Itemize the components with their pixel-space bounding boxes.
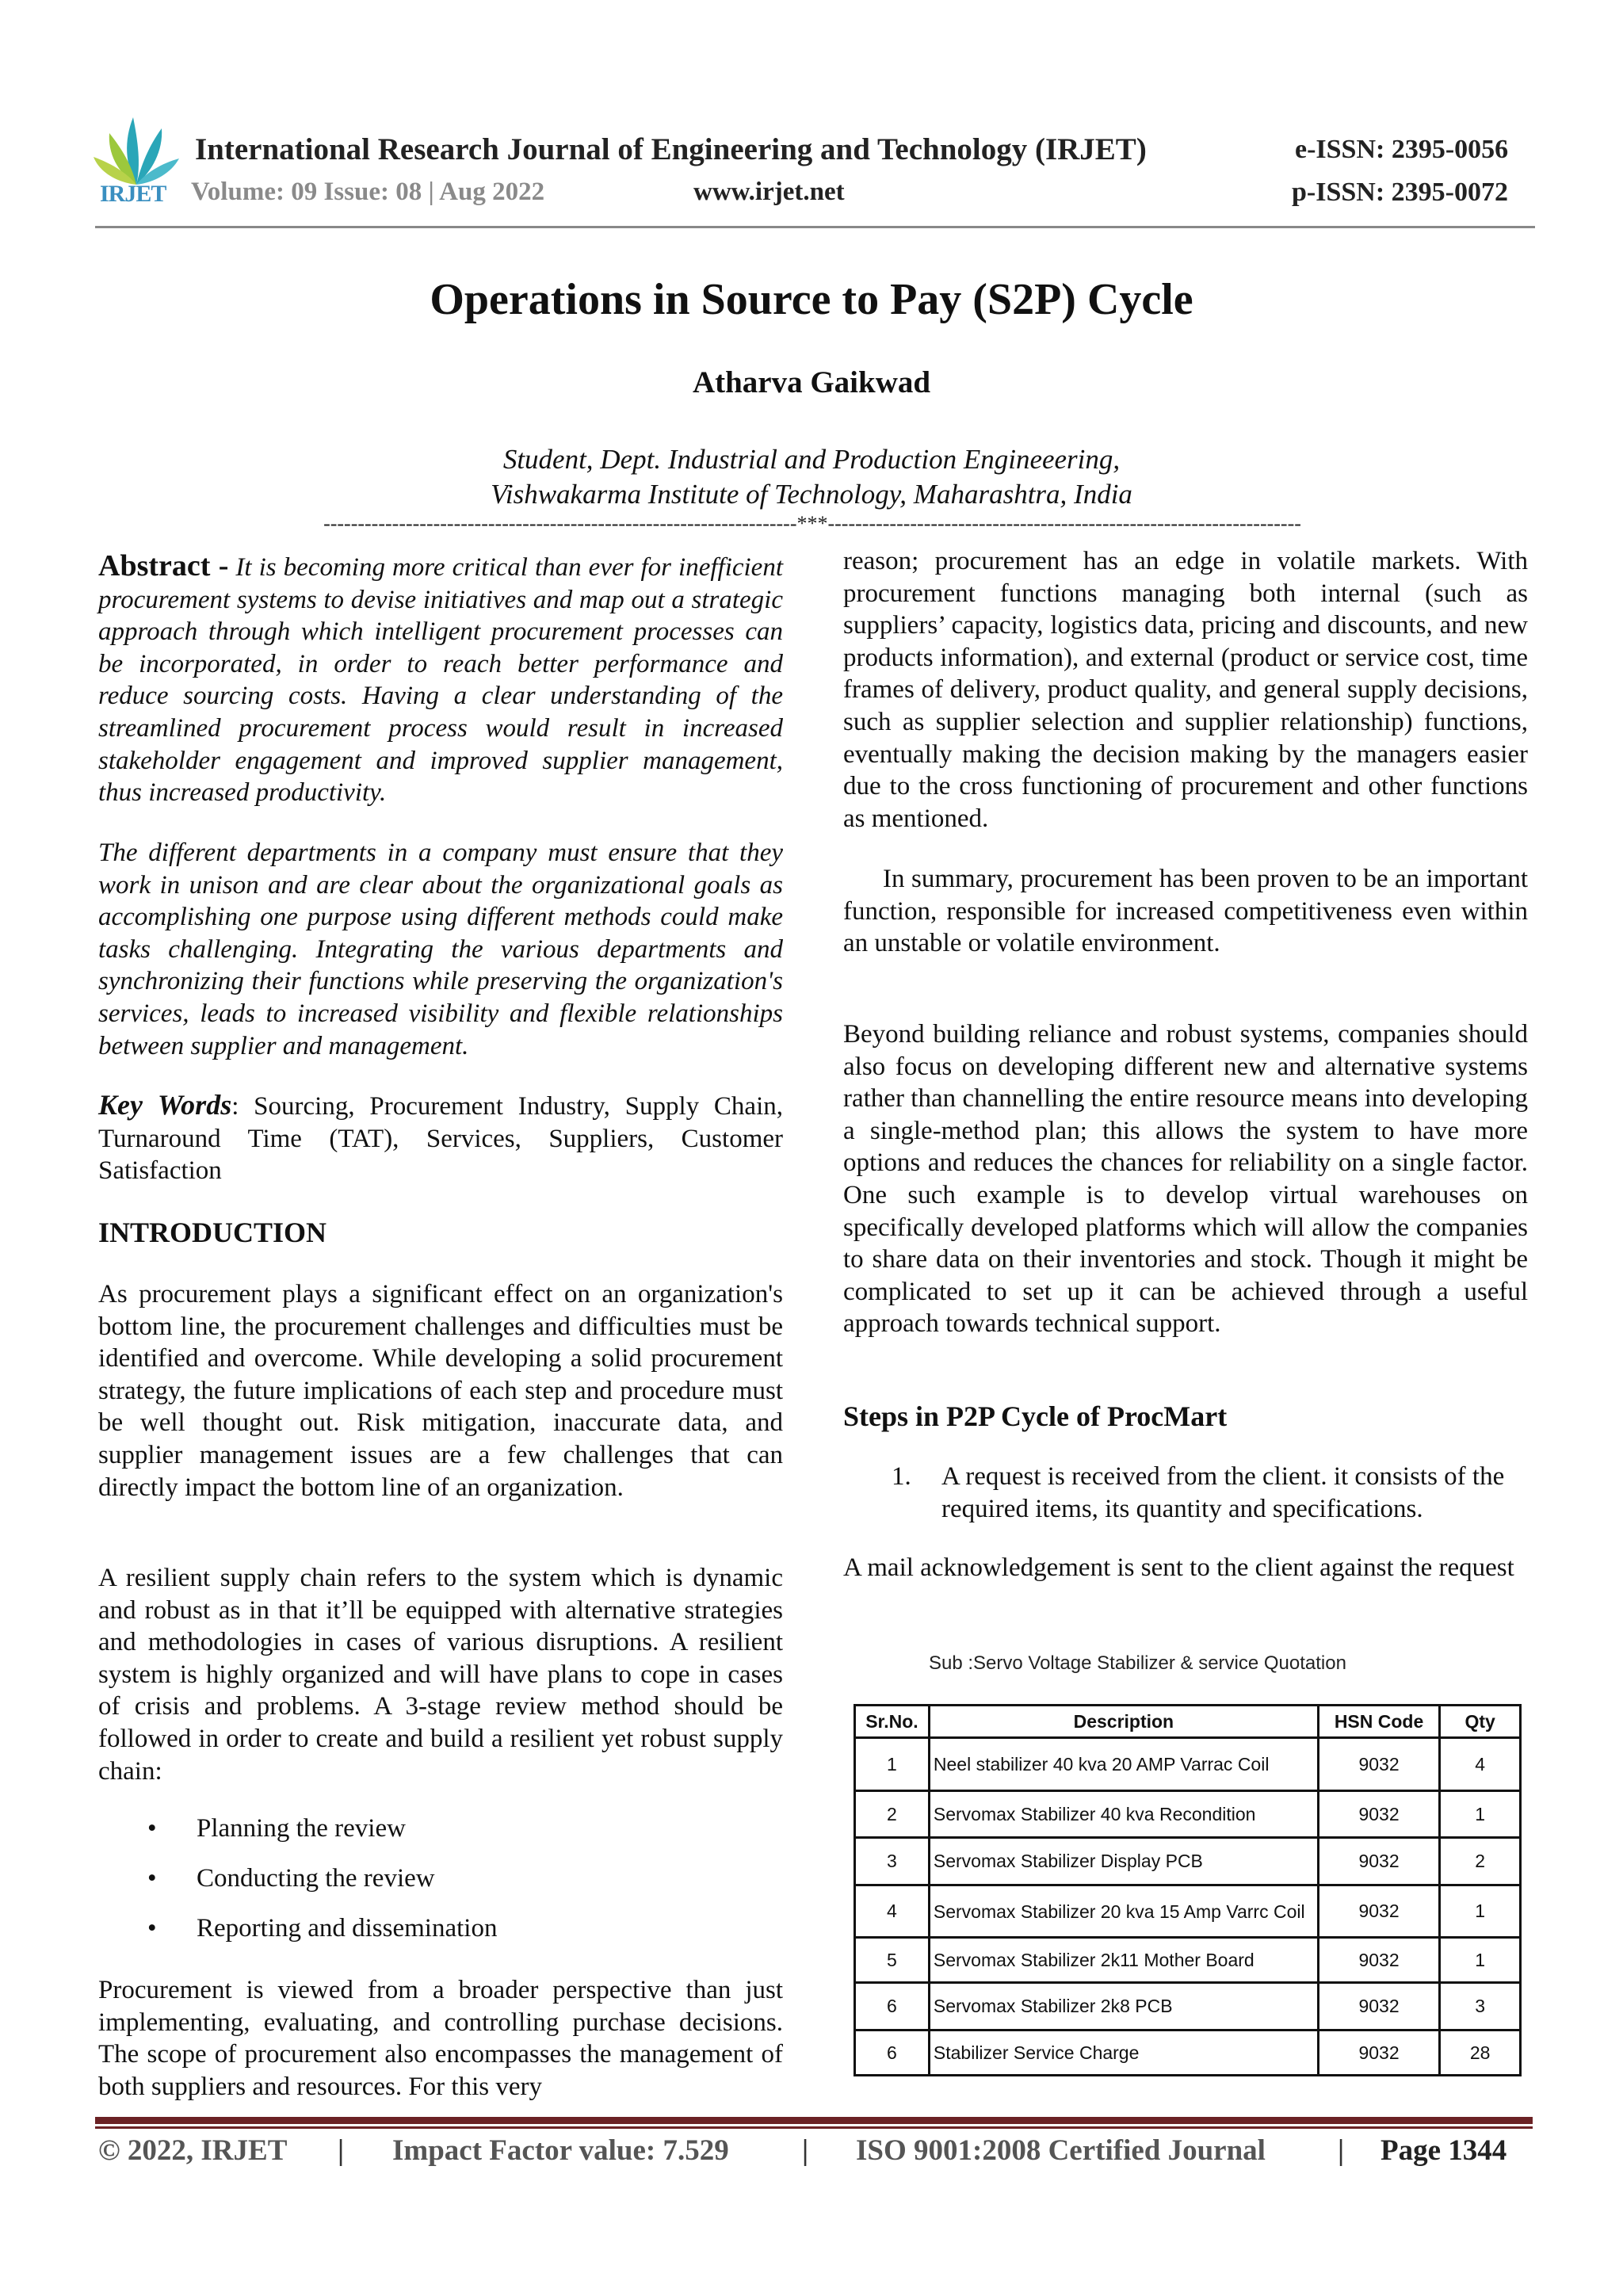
- table-row: [855, 1983, 1521, 2030]
- table-row: [855, 1838, 1521, 1885]
- cell-qty: 1: [1440, 1885, 1521, 1938]
- cell-hsn-code: 9032: [1318, 1838, 1439, 1885]
- cell-qty: 1: [1440, 1938, 1521, 1983]
- section-separator: ---------------------------------------------------------------------***---------------------------------------------------------------------: [323, 512, 1301, 535]
- abstract: [98, 550, 783, 809]
- website-link[interactable]: www.irjet.net: [693, 178, 845, 206]
- e-issn: e-ISSN: 2395-0056: [1295, 135, 1509, 164]
- cell-sr-no: 6: [855, 1983, 930, 2030]
- cell-description: Servomax Stabilizer 2k11 Mother Board: [929, 1938, 1318, 1983]
- cell-description: Servomax Stabilizer 40 kva Recondition: [929, 1791, 1318, 1838]
- steps-heading: Steps in P2P Cycle of ProcMart: [843, 1400, 1228, 1432]
- step-number: 1.: [892, 1462, 911, 1491]
- footer-page-number: Page 1344: [1381, 2134, 1507, 2167]
- acknowledgement-paragraph: A mail acknowledgement is sent to the client against the request: [843, 1553, 1514, 1582]
- affiliation-line-1: Student, Dept. Industrial and Production Engineeering,: [502, 444, 1121, 475]
- table-row: [855, 1885, 1521, 1938]
- quotation-table: [854, 1704, 1522, 2076]
- footer-divider: |: [338, 2134, 345, 2167]
- cell-hsn-code: 9032: [1318, 2030, 1439, 2076]
- footer-impact-factor: Impact Factor value: 7.529: [392, 2134, 729, 2167]
- cell-sr-no: 6: [855, 2030, 930, 2076]
- cell-hsn-code: 9032: [1318, 1738, 1439, 1791]
- footer-divider: |: [802, 2134, 809, 2167]
- header-qty: Qty: [1440, 1706, 1521, 1738]
- abstract-text: It is becoming more critical than ever for inefficient procurement systems to devise initiatives and map out a strategic approach through which intelligent procurement processes can be incorporated, in order to reach better performance and reduce sourcing costs. Having a clear understanding of the streamlined procurement process would result in increased stakeholder engagement and improved supplier management, thus increased productivity.: [98, 553, 783, 808]
- cell-hsn-code: 9032: [1318, 1983, 1439, 2030]
- cell-hsn-code: 9032: [1318, 1938, 1439, 1983]
- keywords: [98, 1089, 783, 1187]
- cell-description: Stabilizer Service Charge: [929, 2030, 1318, 2076]
- cell-description: Servomax Stabilizer 2k8 PCB: [929, 1983, 1318, 2030]
- volume-info: Volume: 09 Issue: 08 | Aug 2022: [191, 178, 545, 206]
- header-description: Description: [929, 1706, 1318, 1738]
- affiliation-line-2: Vishwakarma Institute of Technology, Maharashtra, India: [491, 479, 1132, 510]
- step-1-text: A request is received from the client. it consists of the required items, its quantity and specifications.: [941, 1462, 1505, 1523]
- bullet-item: • Reporting and dissemination: [147, 1914, 498, 1943]
- footer-bar-thin: [95, 2126, 1533, 2129]
- journal-title: International Research Journal of Engineering and Technology (IRJET): [195, 132, 1147, 166]
- summary-paragraph: In summary, procurement has been proven to be an important function, responsible for increased competitiveness even within an unstable or volatile environment.: [843, 865, 1528, 958]
- footer-copyright: © 2022, IRJET: [98, 2134, 288, 2167]
- header-sr-no: Sr.No.: [855, 1706, 930, 1738]
- table-caption: Sub :Servo Voltage Stabilizer & service Quotation: [929, 1652, 1346, 1674]
- cell-sr-no: 1: [855, 1738, 930, 1791]
- table-row: [855, 1938, 1521, 1983]
- footer-bar: [95, 2117, 1533, 2124]
- cell-qty: 3: [1440, 1983, 1521, 2030]
- introduction-heading: INTRODUCTION: [98, 1217, 327, 1248]
- cell-sr-no: 2: [855, 1791, 930, 1838]
- intro-paragraph-2: A resilient supply chain refers to the system which is dynamic and robust as in that it’ll be equipped with alternative strategies and methodologies in cases of various disruptions. A resilient system is highly organized and will have plans to cope in cases of crisis and problems. A 3-stage review method should be followed in order to create and build a resilient yet robust supply chain:: [98, 1564, 783, 1786]
- cell-sr-no: 3: [855, 1838, 930, 1885]
- footer-iso: ISO 9001:2008 Certified Journal: [856, 2134, 1266, 2167]
- author-name: Atharva Gaikwad: [692, 365, 931, 399]
- header-divider: [95, 226, 1535, 228]
- keywords-label: Key Words: [98, 1089, 232, 1121]
- bullet-icon: •: [147, 1864, 157, 1893]
- footer-divider: |: [1338, 2134, 1345, 2167]
- cell-description: Servomax Stabilizer Display PCB: [929, 1838, 1318, 1885]
- bullet-icon: •: [147, 1814, 157, 1843]
- cell-description: Neel stabilizer 40 kva 20 AMP Varrac Coil: [929, 1738, 1318, 1791]
- table-row: [855, 1791, 1521, 1838]
- right-paragraph-1: reason; procurement has an edge in volatile markets. With procurement functions managing both internal (such as suppliers’ capacity, logistics data, pricing and discounts, and new products information), and external (product or service cost, time frames of delivery, product quality, and general supply decisions, such as supplier selection and supplier relationship) functions, eventually making the decision making by the managers easier due to the cross functioning of procurement and other functions as mentioned.: [843, 547, 1528, 833]
- bullet-item: • Conducting the review: [147, 1864, 435, 1893]
- p-issn: p-ISSN: 2395-0072: [1292, 178, 1508, 207]
- cell-qty: 28: [1440, 2030, 1521, 2076]
- intro-paragraph-3: Procurement is viewed from a broader perspective than just implementing, evaluating, and controlling purchase decisions. The scope of procurement also encompasses the management of both suppliers and resources. For this very: [98, 1976, 783, 2101]
- bullet-icon: •: [147, 1914, 157, 1943]
- affiliation: [0, 442, 1623, 512]
- intro-paragraph-1: As procurement plays a significant effect on an organization's bottom line, the procurement challenges and difficulties must be identified and overcome. While developing a solid procurement strategy, the future implications of each step and procedure must be well thought out. Risk mitigation, inaccurate data, and supplier management issues are a few challenges that can directly impact the bottom line of an organization.: [98, 1280, 783, 1502]
- logo-text: IRJET: [100, 181, 166, 207]
- cell-hsn-code: 9032: [1318, 1885, 1439, 1938]
- paper-title: Operations in Source to Pay (S2P) Cycle: [430, 275, 1193, 324]
- cell-sr-no: 5: [855, 1938, 930, 1983]
- right-paragraph-3: Beyond building reliance and robust systems, companies should also focus on developing different new and alternative systems rather than channelling the entire resource means into developing a single-method plan; this allows the system to have more options and reduces the chances for reliability on a single factor. One such example is to develop virtual warehouses on specifically developed platforms which will allow the companies to share data on their inventories and stock. Though it might be complicated to set up it can be achieved through a useful approach towards technical support.: [843, 1020, 1528, 1339]
- cell-sr-no: 4: [855, 1885, 930, 1938]
- abstract-paragraph-2: The different departments in a company must ensure that they work in unison and are clear about the organizational goals as accomplishing one purpose using different methods could make tasks challenging. Integrating the various departments and synchronizing their functions while preserving the organization's services, leads to increased visibility and flexible relationships between supplier and management.: [98, 839, 783, 1060]
- header-hsn-code: HSN Code: [1318, 1706, 1439, 1738]
- table-header-row: [855, 1706, 1521, 1738]
- cell-qty: 4: [1440, 1738, 1521, 1791]
- cell-qty: 2: [1440, 1838, 1521, 1885]
- abstract-label: Abstract -: [98, 549, 229, 583]
- keywords-text: : Sourcing, Procurement Industry, Supply Chain, Turnaround Time (TAT), Services, Suppliers, Customer Satisfaction: [98, 1092, 783, 1186]
- cell-description: Servomax Stabilizer 20 kva 15 Amp Varrc Coil: [929, 1885, 1318, 1938]
- cell-qty: 1: [1440, 1791, 1521, 1838]
- table-row: [855, 1738, 1521, 1791]
- bullet-item: • Planning the review: [147, 1814, 406, 1843]
- cell-hsn-code: 9032: [1318, 1791, 1439, 1838]
- table-row: [855, 2030, 1521, 2076]
